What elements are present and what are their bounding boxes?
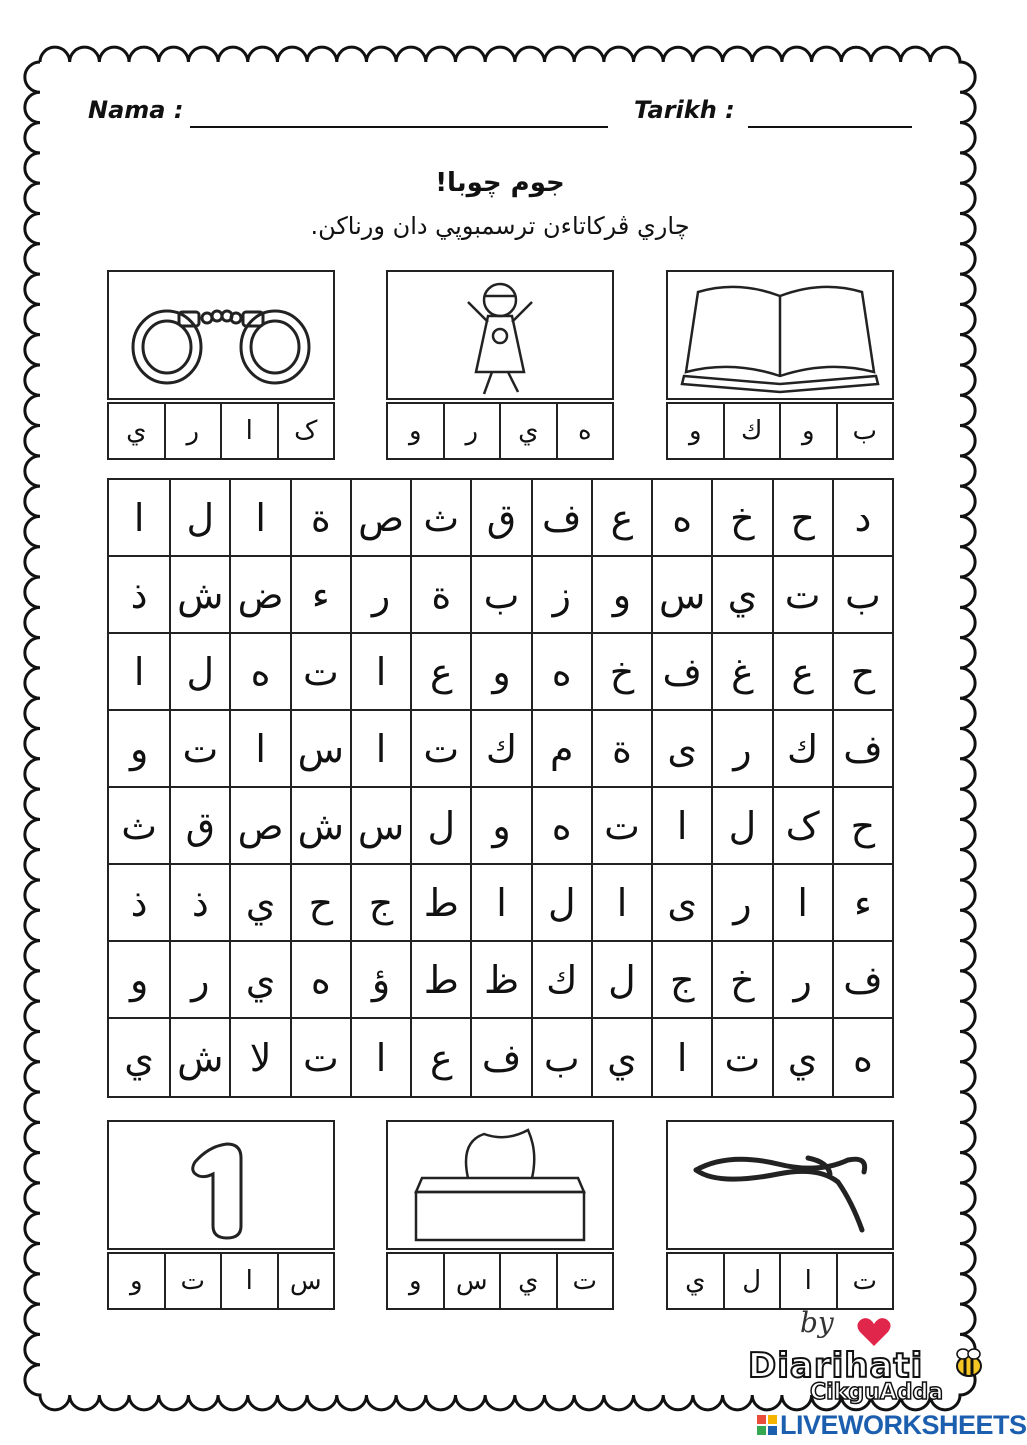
grid-cell[interactable]: ش xyxy=(169,557,229,634)
handcuffs-picture xyxy=(107,270,335,400)
grid-cell[interactable]: ة xyxy=(410,557,470,634)
superhero-picture xyxy=(386,270,614,400)
grid-cell[interactable]: ي xyxy=(772,1019,832,1096)
grid-cell[interactable]: ر xyxy=(711,711,771,788)
grid-cell[interactable]: ح xyxy=(832,634,892,711)
grid-cell[interactable]: و xyxy=(591,557,651,634)
grid-cell[interactable]: ي xyxy=(229,865,289,942)
grid-cell[interactable]: ت xyxy=(711,1019,771,1096)
grid-cell[interactable]: ت xyxy=(169,711,229,788)
grid-cell[interactable]: م xyxy=(531,711,591,788)
letter-row xyxy=(666,1252,894,1310)
grid-cell[interactable]: ا xyxy=(591,865,651,942)
letter-row xyxy=(666,402,894,460)
word-card-book xyxy=(666,270,894,460)
grid-cell[interactable]: ا xyxy=(109,634,169,711)
grid-cell[interactable]: ت xyxy=(290,1019,350,1096)
grid-cell[interactable]: ك xyxy=(772,711,832,788)
letter-box[interactable]: و xyxy=(408,1266,422,1296)
letter-box[interactable]: و xyxy=(779,404,836,458)
grid-cell[interactable]: ا xyxy=(229,711,289,788)
grid-cell[interactable]: ة xyxy=(591,711,651,788)
grid-cell[interactable]: ي xyxy=(124,1035,154,1080)
grid-cell[interactable]: ذ xyxy=(109,865,169,942)
grid-cell[interactable]: خ xyxy=(711,942,771,1019)
grid-cell[interactable]: ى xyxy=(651,865,711,942)
grid-cell[interactable]: س xyxy=(350,788,410,865)
letter-row xyxy=(107,402,335,460)
letter-box[interactable]: ه xyxy=(556,404,613,458)
date-input-line[interactable] xyxy=(748,126,912,128)
grid-cell[interactable]: ي xyxy=(591,1019,651,1096)
grid-cell[interactable]: ه xyxy=(531,788,591,865)
letter-box[interactable]: س xyxy=(443,1254,500,1308)
word-card-rope xyxy=(666,1120,894,1310)
grid-cell[interactable]: ا xyxy=(350,1019,410,1096)
letter-box[interactable]: ك xyxy=(723,404,780,458)
word-card-superhero xyxy=(386,270,614,460)
liveworksheets-brand[interactable]: LIVEWORKSHEETS xyxy=(780,1410,1027,1440)
letter-box[interactable]: ي xyxy=(499,404,556,458)
letter-box[interactable]: ک xyxy=(277,404,334,458)
grid-cell[interactable]: ي xyxy=(229,942,289,1019)
bee-icon xyxy=(952,1346,986,1380)
grid-cell[interactable]: و xyxy=(109,711,169,788)
grid-cell[interactable]: ل xyxy=(531,865,591,942)
grid-cell[interactable]: ج xyxy=(651,942,711,1019)
grid-cell[interactable]: ه xyxy=(651,480,711,557)
grid-cell[interactable]: ى xyxy=(651,711,711,788)
letter-box[interactable]: ي xyxy=(685,1266,706,1296)
date-label: Tarikh : xyxy=(634,96,735,124)
grid-cell[interactable]: ر xyxy=(169,942,229,1019)
grid-cell[interactable]: لا xyxy=(229,1019,289,1096)
grid-cell[interactable]: ت xyxy=(772,557,832,634)
letter-box[interactable]: ر xyxy=(443,404,500,458)
word-search-grid xyxy=(107,478,894,1098)
grid-cell[interactable]: ع xyxy=(772,634,832,711)
grid-cell[interactable]: ع xyxy=(410,634,470,711)
grid-cell[interactable]: ل xyxy=(410,788,470,865)
grid-cell[interactable]: ح xyxy=(832,788,892,865)
grid-cell[interactable]: ل xyxy=(711,788,771,865)
grid-cell[interactable]: ج xyxy=(350,865,410,942)
grid-cell[interactable]: ك xyxy=(470,711,530,788)
grid-cell[interactable]: ا xyxy=(350,634,410,711)
grid-cell[interactable]: ي xyxy=(711,557,771,634)
grid-cell[interactable]: ق xyxy=(470,480,530,557)
grid-cell[interactable]: ل xyxy=(169,634,229,711)
grid-cell[interactable]: ت xyxy=(591,788,651,865)
number-one-icon xyxy=(109,1122,333,1248)
grid-cell[interactable]: ا xyxy=(651,788,711,865)
grid-cell[interactable]: ع xyxy=(591,480,651,557)
letter-box[interactable]: ت xyxy=(164,1254,221,1308)
grid-cell[interactable]: ح xyxy=(290,865,350,942)
grid-cell[interactable]: ت xyxy=(410,711,470,788)
grid-cell[interactable]: ل xyxy=(591,942,651,1019)
letter-box[interactable]: ا xyxy=(779,1254,836,1308)
superhero-icon xyxy=(388,272,612,398)
grid-cell[interactable]: خ xyxy=(711,480,771,557)
grid-cell[interactable]: ا xyxy=(651,1019,711,1096)
grid-cell[interactable]: ف xyxy=(651,634,711,711)
grid-cell[interactable]: ط xyxy=(410,942,470,1019)
tissue-box-icon xyxy=(388,1122,612,1248)
grid-cell[interactable]: ظ xyxy=(470,942,530,1019)
word-card-number-one xyxy=(107,1120,335,1310)
grid-cell[interactable]: ق xyxy=(169,788,229,865)
name-input-line[interactable] xyxy=(190,126,608,128)
grid-cell[interactable]: ء xyxy=(832,865,892,942)
tissue-box-picture xyxy=(386,1120,614,1250)
grid-cell[interactable]: ه xyxy=(832,1019,892,1096)
number-one-picture xyxy=(107,1120,335,1250)
grid-cell[interactable]: خ xyxy=(591,634,651,711)
handcuffs-icon xyxy=(109,272,333,398)
letter-box[interactable]: ت xyxy=(836,1254,893,1308)
name-label: Nama : xyxy=(88,96,184,124)
worksheet-title: جوم چوبا! xyxy=(435,168,565,198)
grid-cell[interactable]: ذ xyxy=(169,865,229,942)
worksheet-instruction: چاري ڤركاتاءن ترسمبوڽي دان ورناكن. xyxy=(310,212,690,240)
brand-diarihati: Diarihati xyxy=(748,1346,924,1386)
grid-cell[interactable]: غ xyxy=(711,634,771,711)
grid-cell[interactable]: ك xyxy=(531,942,591,1019)
open-book-icon xyxy=(668,272,892,398)
grid-cell[interactable]: ه xyxy=(229,634,289,711)
grid-cell[interactable]: ذ xyxy=(109,557,169,634)
grid-cell[interactable]: ح xyxy=(772,480,832,557)
grid-cell[interactable]: و xyxy=(470,788,530,865)
liveworksheets-logo-icon xyxy=(756,1414,778,1436)
grid-cell[interactable]: ر xyxy=(350,557,410,634)
grid-cell[interactable]: ؤ xyxy=(350,942,410,1019)
brand-cikguadda: CikguAdda xyxy=(810,1380,944,1405)
grid-cell[interactable]: ف xyxy=(832,942,892,1019)
word-card-handcuffs xyxy=(107,270,335,460)
grid-cell[interactable]: ا xyxy=(470,865,530,942)
grid-cell[interactable]: ب xyxy=(531,1019,591,1096)
grid-cell[interactable]: ف xyxy=(531,480,591,557)
letter-row xyxy=(386,1252,614,1310)
grid-cell[interactable]: ث xyxy=(410,480,470,557)
letter-box[interactable]: ت xyxy=(556,1254,613,1308)
grid-cell[interactable]: ف xyxy=(832,711,892,788)
grid-cell[interactable]: ه xyxy=(290,942,350,1019)
grid-cell[interactable]: ط xyxy=(410,865,470,942)
letter-box[interactable]: س xyxy=(277,1254,334,1308)
grid-cell[interactable]: ا xyxy=(350,711,410,788)
grid-cell[interactable]: ب xyxy=(470,557,530,634)
grid-cell[interactable]: ش xyxy=(169,1019,229,1096)
grid-cell[interactable]: ل xyxy=(169,480,229,557)
letter-box[interactable]: و xyxy=(129,1266,143,1296)
grid-cell[interactable]: ک xyxy=(772,788,832,865)
grid-cell[interactable]: ه xyxy=(531,634,591,711)
grid-cell[interactable]: ش xyxy=(290,788,350,865)
letter-box[interactable]: ي xyxy=(499,1254,556,1308)
grid-cell[interactable]: ا xyxy=(229,480,289,557)
grid-cell[interactable]: ت xyxy=(290,634,350,711)
letter-box[interactable]: و xyxy=(688,416,702,446)
letter-box[interactable]: ا xyxy=(220,404,277,458)
grid-cell[interactable]: و xyxy=(470,634,530,711)
letter-box[interactable]: ا xyxy=(220,1254,277,1308)
grid-cell[interactable]: ة xyxy=(290,480,350,557)
letter-box[interactable]: و xyxy=(408,416,422,446)
grid-cell[interactable]: ع xyxy=(410,1019,470,1096)
by-signature: by xyxy=(800,1306,834,1339)
grid-cell[interactable]: ا xyxy=(109,480,169,557)
letter-box[interactable]: ل xyxy=(723,1254,780,1308)
grid-cell[interactable]: س xyxy=(651,557,711,634)
grid-cell[interactable]: ث xyxy=(109,788,169,865)
word-card-tissue xyxy=(386,1120,614,1310)
grid-cell[interactable]: و xyxy=(109,942,169,1019)
letter-row xyxy=(107,1252,335,1310)
grid-cell[interactable]: ز xyxy=(531,557,591,634)
grid-cell[interactable]: ب xyxy=(832,557,892,634)
letter-row xyxy=(386,402,614,460)
grid-cell[interactable]: ر xyxy=(772,942,832,1019)
grid-cell[interactable]: ص xyxy=(229,788,289,865)
grid-cell[interactable]: ف xyxy=(470,1019,530,1096)
book-picture xyxy=(666,270,894,400)
grid-cell[interactable]: د xyxy=(832,480,892,557)
grid-cell[interactable]: ا xyxy=(772,865,832,942)
grid-cell[interactable]: س xyxy=(290,711,350,788)
letter-box[interactable]: ب xyxy=(836,404,893,458)
letter-box[interactable]: ر xyxy=(164,404,221,458)
letter-box[interactable]: ي xyxy=(126,416,147,446)
rope-picture xyxy=(666,1120,894,1250)
heart-icon xyxy=(856,1316,892,1348)
grid-cell[interactable]: ض xyxy=(229,557,289,634)
grid-cell[interactable]: ء xyxy=(290,557,350,634)
grid-cell[interactable]: ر xyxy=(711,865,771,942)
grid-cell[interactable]: ص xyxy=(350,480,410,557)
rope-knot-icon xyxy=(668,1122,892,1248)
